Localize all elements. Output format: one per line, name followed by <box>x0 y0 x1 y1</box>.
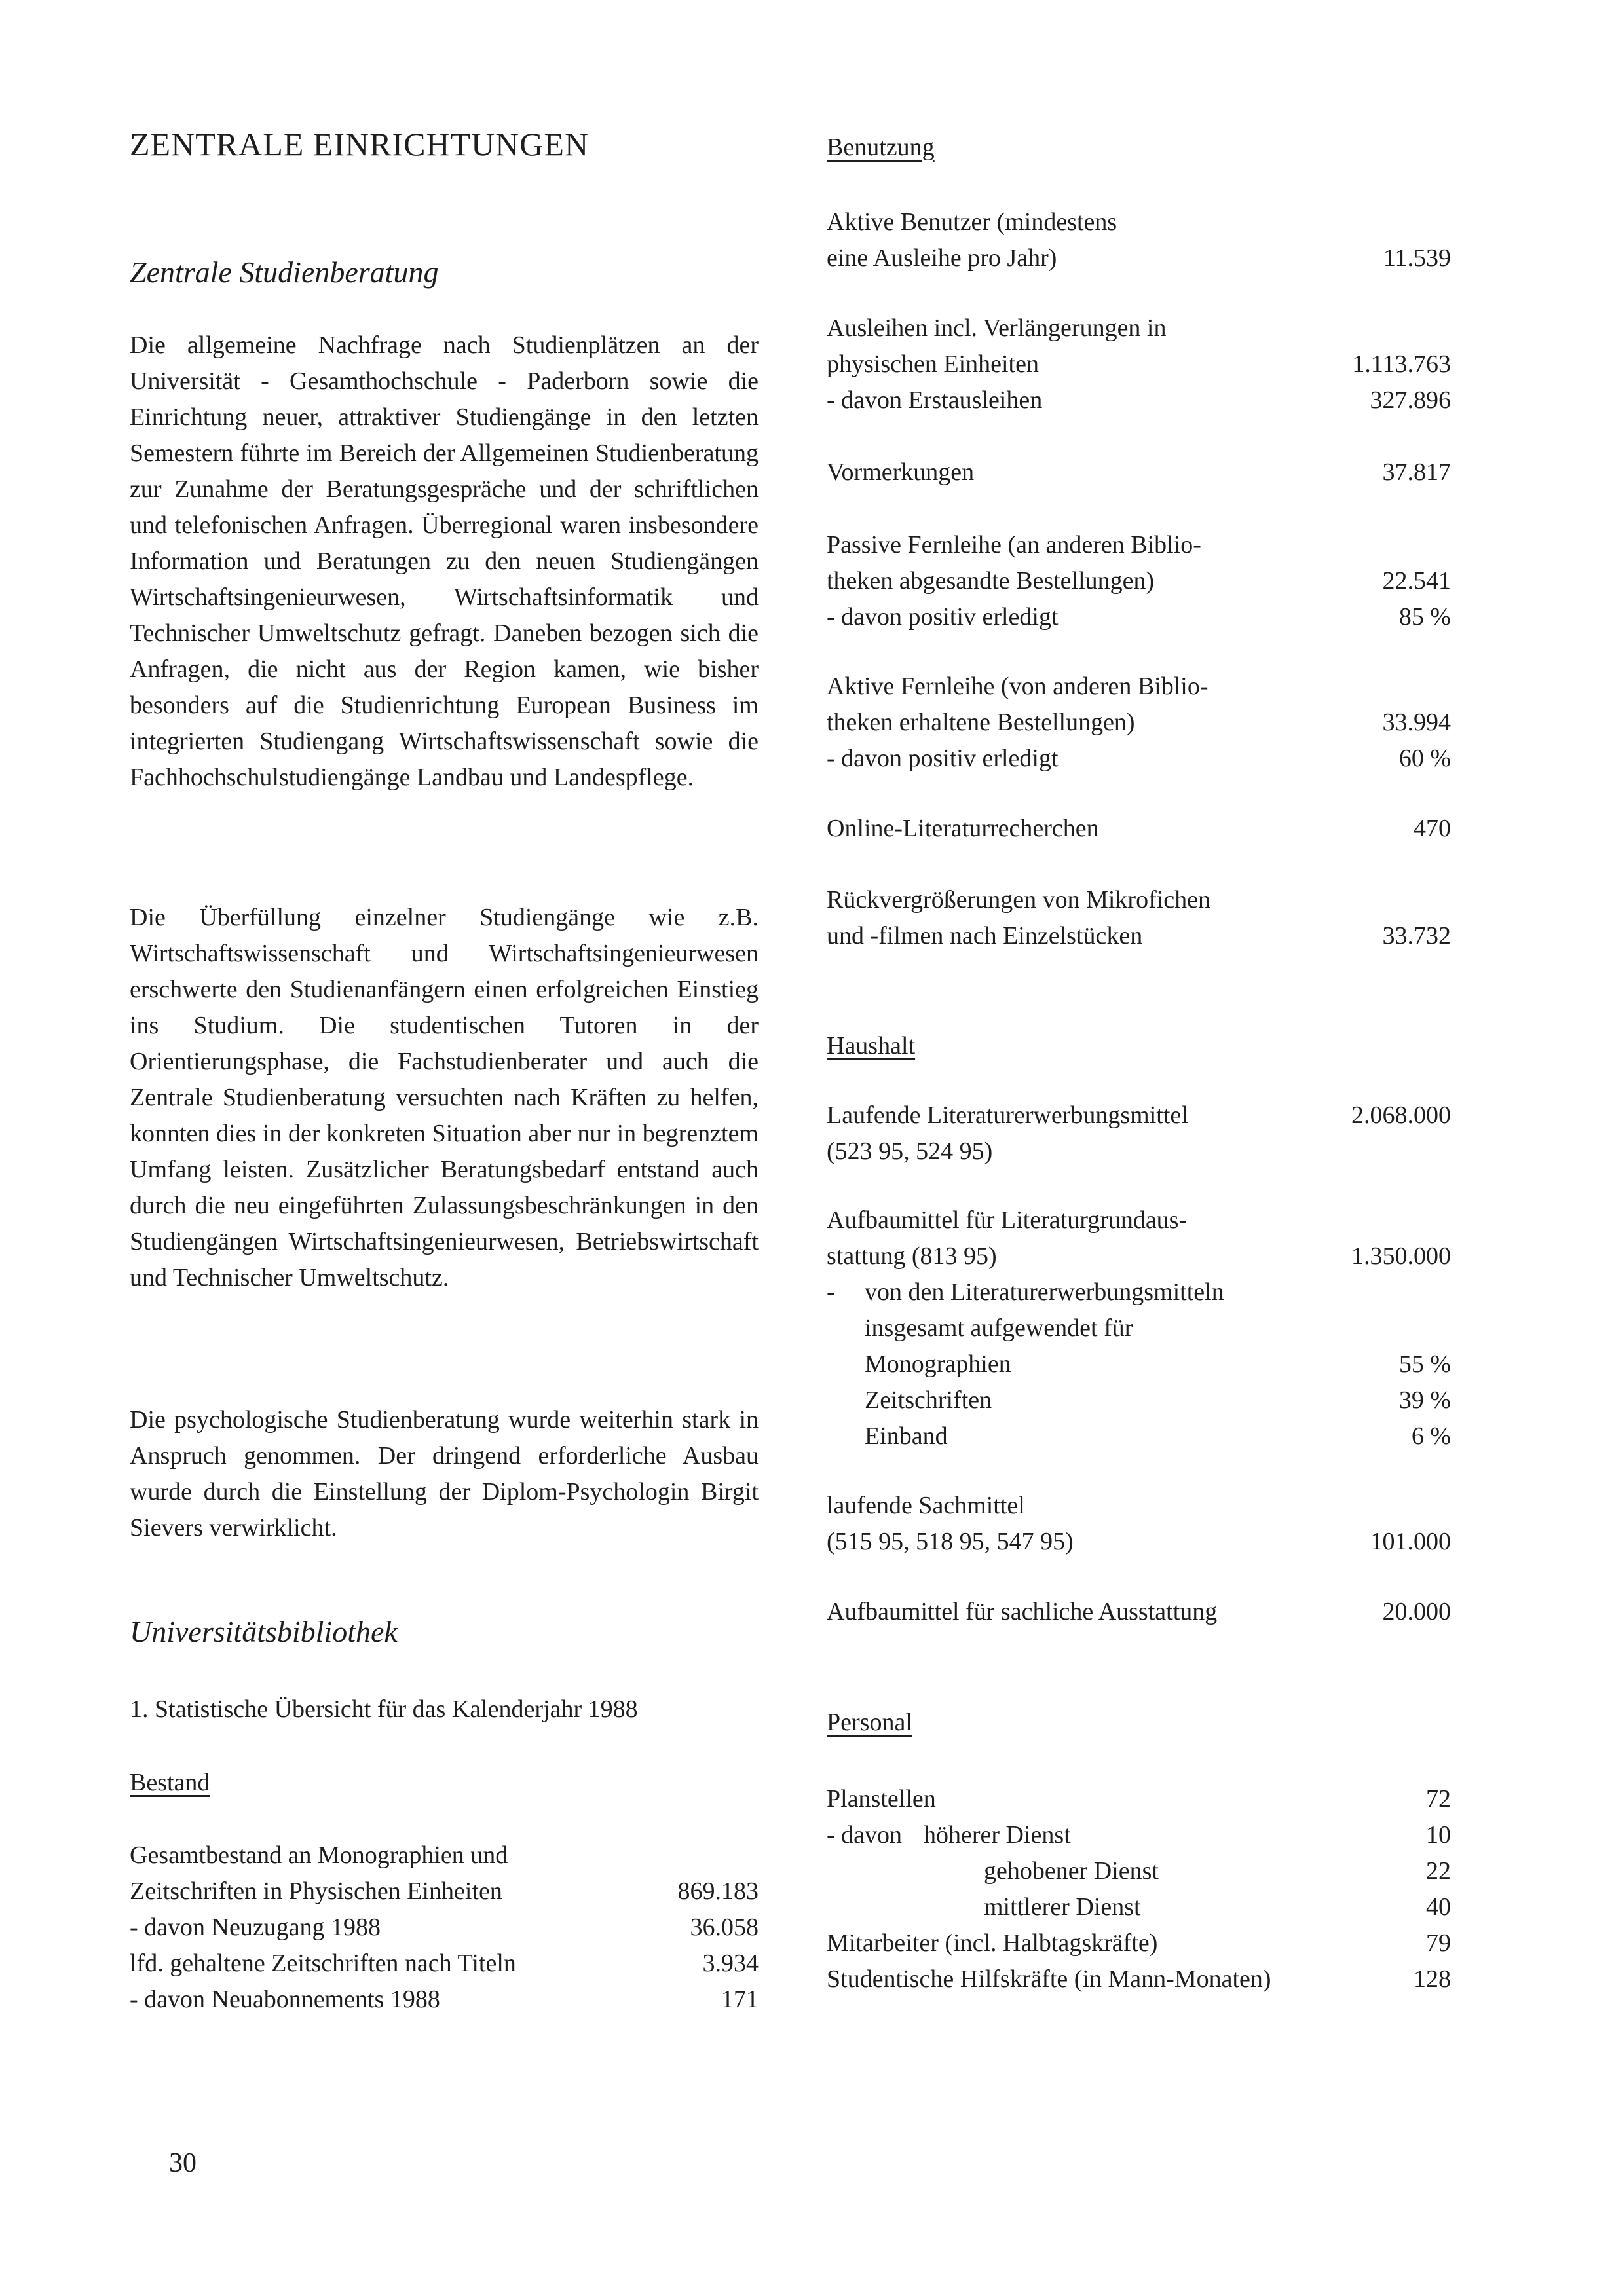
online-label: Online-Literaturrecherchen <box>827 815 1099 842</box>
laufende-lit-label: Laufende Literaturerwerbungsmittel <box>827 1102 1188 1129</box>
bestand-row-gesamt <box>130 1874 759 1910</box>
aufbaumittel-lit-note: insgesamt aufgewendet für <box>865 1314 1133 1342</box>
aufbaumittel-lit-note: von den Literaturerwerbungsmitteln <box>865 1278 1224 1306</box>
vormerkungen-label: Vormerkungen <box>827 458 975 486</box>
hilfskraefte-label: Studentische Hilfskräfte (in Mann-Monaten) <box>827 1965 1271 1993</box>
erstausleihen-value: 327.896 <box>1370 386 1451 414</box>
laufende-sach-value: 101.000 <box>1370 1528 1451 1555</box>
ausleihen-label: physischen Einheiten <box>827 350 1039 378</box>
verteilung-value: 39 % <box>1398 1386 1451 1414</box>
verteilung-value: 6 % <box>1411 1422 1451 1450</box>
aktive-fernleihe-value: 33.994 <box>1382 709 1451 736</box>
bestand-row <box>130 1946 759 1982</box>
bestand-line1: Gesamtbestand an Monographien und <box>130 1842 508 1869</box>
passive-fernleihe-label: theken abgesandte Bestellungen) <box>827 567 1155 595</box>
section-title-bibliothek: Universitätsbibliothek <box>130 1615 398 1648</box>
bestand-row <box>130 1910 759 1946</box>
rueckvergroesserungen-value: 33.732 <box>1382 922 1451 950</box>
aktive-benutzer-label: eine Ausleihe pro Jahr) <box>827 244 1057 272</box>
hilfskraefte-value: 128 <box>1414 1965 1451 1993</box>
aktive-fernleihe <box>827 669 1451 777</box>
aufbaumittel-literatur <box>827 1202 1451 1454</box>
verteilung-row <box>827 1346 1451 1382</box>
passive-fernleihe-value: 22.541 <box>1382 567 1451 595</box>
haushalt-heading: Haushalt <box>827 1032 916 1060</box>
bestand-row-value: 171 <box>721 1986 759 2013</box>
bestand-row-label: - davon Neuabonnements 1988 <box>130 1986 440 2013</box>
laufende-lit-value: 2.068.000 <box>1351 1102 1451 1129</box>
dienst-row <box>827 1889 1451 1925</box>
verteilung-value: 55 % <box>1398 1350 1451 1378</box>
aktive-benutzer-label: Aktive Benutzer (mindestens <box>827 208 1117 236</box>
aktive-benutzer-value: 11.539 <box>1383 244 1451 272</box>
section-title-studienberatung: Zentrale Studienberatung <box>130 255 439 289</box>
list-dash: - <box>827 1278 835 1306</box>
page-number: 30 <box>169 2148 197 2178</box>
dienst-value: 40 <box>1426 1893 1451 1921</box>
aufbaumittel-lit-label: Aufbaumittel für Literaturgrundaus- <box>827 1206 1188 1234</box>
aktive-erledigt-label: - davon positiv erledigt <box>827 745 1059 772</box>
verteilung-row <box>827 1382 1451 1418</box>
aktive-benutzer <box>827 204 1451 276</box>
laufende-literaturmittel <box>827 1098 1451 1170</box>
personal-table <box>827 1781 1451 1997</box>
passive-erledigt-value: 85 % <box>1398 603 1451 631</box>
paragraph-3: Die psychologische Studienberatung wurde weiterhin stark in Anspruch genommen. Der dringend erforderliche Ausbau wurde durch die Einstellung der Diplom-Psychologin Birgit Sievers verwirklicht. <box>130 1406 759 1542</box>
davon-label: - davon <box>827 1821 903 1849</box>
planstellen-value: 72 <box>1426 1785 1451 1813</box>
rueckvergroesserungen <box>827 882 1451 954</box>
rueckvergroesserungen-label: Rückvergrößerungen von Mikrofichen <box>827 886 1211 914</box>
rueckvergroesserungen-label: und -filmen nach Einzelstücken <box>827 922 1143 950</box>
bestand-table <box>130 1838 759 2018</box>
bestand-heading: Bestand <box>130 1769 210 1796</box>
aufbaumittel-sachlich <box>827 1594 1451 1630</box>
vormerkungen <box>827 454 1451 491</box>
laufende-lit-codes: (523 95, 524 95) <box>827 1138 993 1165</box>
mitarbeiter-value: 79 <box>1426 1929 1451 1957</box>
passive-fernleihe <box>827 527 1451 635</box>
passive-erledigt-label: - davon positiv erledigt <box>827 603 1059 631</box>
laufende-sach-codes: (515 95, 518 95, 547 95) <box>827 1528 1074 1555</box>
mitarbeiter-label: Mitarbeiter (incl. Halbtagskräfte) <box>827 1929 1158 1957</box>
page-heading: ZENTRALE EINRICHTUNGEN <box>130 126 590 162</box>
bestand-row-label: lfd. gehaltene Zeitschriften nach Titeln <box>130 1950 516 1977</box>
verteilung-row <box>827 1418 1451 1454</box>
dienst-value: 10 <box>1426 1821 1451 1849</box>
bestand-gesamt-value: 869.183 <box>677 1878 759 1905</box>
passive-fernleihe-label: Passive Fernleihe (an anderen Biblio- <box>827 531 1201 559</box>
online-recherchen <box>827 811 1451 847</box>
planstellen-label: Planstellen <box>827 1785 936 1813</box>
dienst-label: mittlerer Dienst <box>984 1893 1141 1921</box>
erstausleihen-label: - davon Erstausleihen <box>827 386 1043 414</box>
paragraph-1: Die allgemeine Nachfrage nach Studienplätzen an der Universität - Gesamthochschule - Paderborn sowie die Einrichtung neuer, attraktiver Studiengänge in den letzten Semestern führte im Bereich der Allgemeinen Studienberatung zur Zunahme der Beratungsgespräche und der schriftlichen und telefonischen Anfragen. Überregional waren insbesondere Information und Beratungen zu den neuen Studiengängen Wirtschaftsingenieurwesen, Wirtschaftsinformatik und Technischer Umweltschutz gefragt. Daneben bezogen sich die Anfragen, die nicht aus der Region kamen, wie bisher besonders auf die Studienrichtung European Business im integrierten Studiengang Wirtschaftswissenschaft sowie die Fachhochschulstudiengänge Landbau und Landespflege. <box>130 331 759 791</box>
online-value: 470 <box>1414 815 1451 842</box>
aufbaumittel-lit-label: stattung (813 95) <box>827 1242 997 1270</box>
ausleihen-label: Ausleihen incl. Verlängerungen in <box>827 314 1167 342</box>
verteilung-label: Einband <box>865 1422 948 1450</box>
dienst-row <box>827 1853 1451 1889</box>
bestand-row-value: 3.934 <box>702 1950 759 1977</box>
benutzung-heading: Benutzung <box>827 134 935 161</box>
aufbaumittel-lit-value: 1.350.000 <box>1351 1242 1451 1270</box>
paragraph-2: Die Überfüllung einzelner Studiengänge wie z.B. Wirtschaftswissenschaft und Wirtschaftsingenieurwesen erschwerte den Studienanfängern einen erfolgreichen Einstieg ins Studium. Die studentischen Tutoren in der Orientierungsphase, die Fachstudienberater und auch die Zentrale Studienberatung versuchten nach Kräften zu helfen, konnten dies in der konkreten Situation aber nur in begrenztem Umfang leisten. Zusätzlicher Beratungsbedarf entstand auch durch die neu eingeführten Zulassungsbeschränkungen in den Studiengängen Wirtschaftsingenieurwesen, Betriebswirtschaft und Technischer Umweltschutz. <box>130 904 759 1291</box>
verteilung-label: Monographien <box>865 1350 1011 1378</box>
dienst-row <box>827 1817 1451 1853</box>
personal-heading: Personal <box>827 1709 912 1736</box>
stat-intro: 1. Statistische Übersicht für das Kalenderjahr 1988 <box>130 1695 638 1723</box>
vormerkungen-value: 37.817 <box>1382 458 1451 486</box>
laufende-sach-label: laufende Sachmittel <box>827 1492 1025 1519</box>
bestand-row-label: - davon Neuzugang 1988 <box>130 1914 381 1941</box>
laufende-sachmittel <box>827 1488 1451 1560</box>
ausleihen <box>827 310 1451 418</box>
aufbaumittel-sach-label: Aufbaumittel für sachliche Ausstattung <box>827 1598 1218 1625</box>
dienst-value: 22 <box>1426 1857 1451 1885</box>
aktive-fernleihe-label: Aktive Fernleihe (von anderen Biblio- <box>827 673 1209 700</box>
bestand-line2: Zeitschriften in Physischen Einheiten <box>130 1878 502 1905</box>
bestand-row <box>130 1982 759 2018</box>
bestand-row-value: 36.058 <box>690 1914 759 1941</box>
dienst-label: höherer Dienst <box>924 1821 1071 1849</box>
dienst-label: gehobener Dienst <box>984 1857 1159 1885</box>
aufbaumittel-sach-value: 20.000 <box>1382 1598 1451 1625</box>
ausleihen-value: 1.113.763 <box>1352 350 1451 378</box>
aktive-fernleihe-label: theken erhaltene Bestellungen) <box>827 709 1135 736</box>
aktive-erledigt-value: 60 % <box>1398 745 1451 772</box>
verteilung-label: Zeitschriften <box>865 1386 992 1414</box>
